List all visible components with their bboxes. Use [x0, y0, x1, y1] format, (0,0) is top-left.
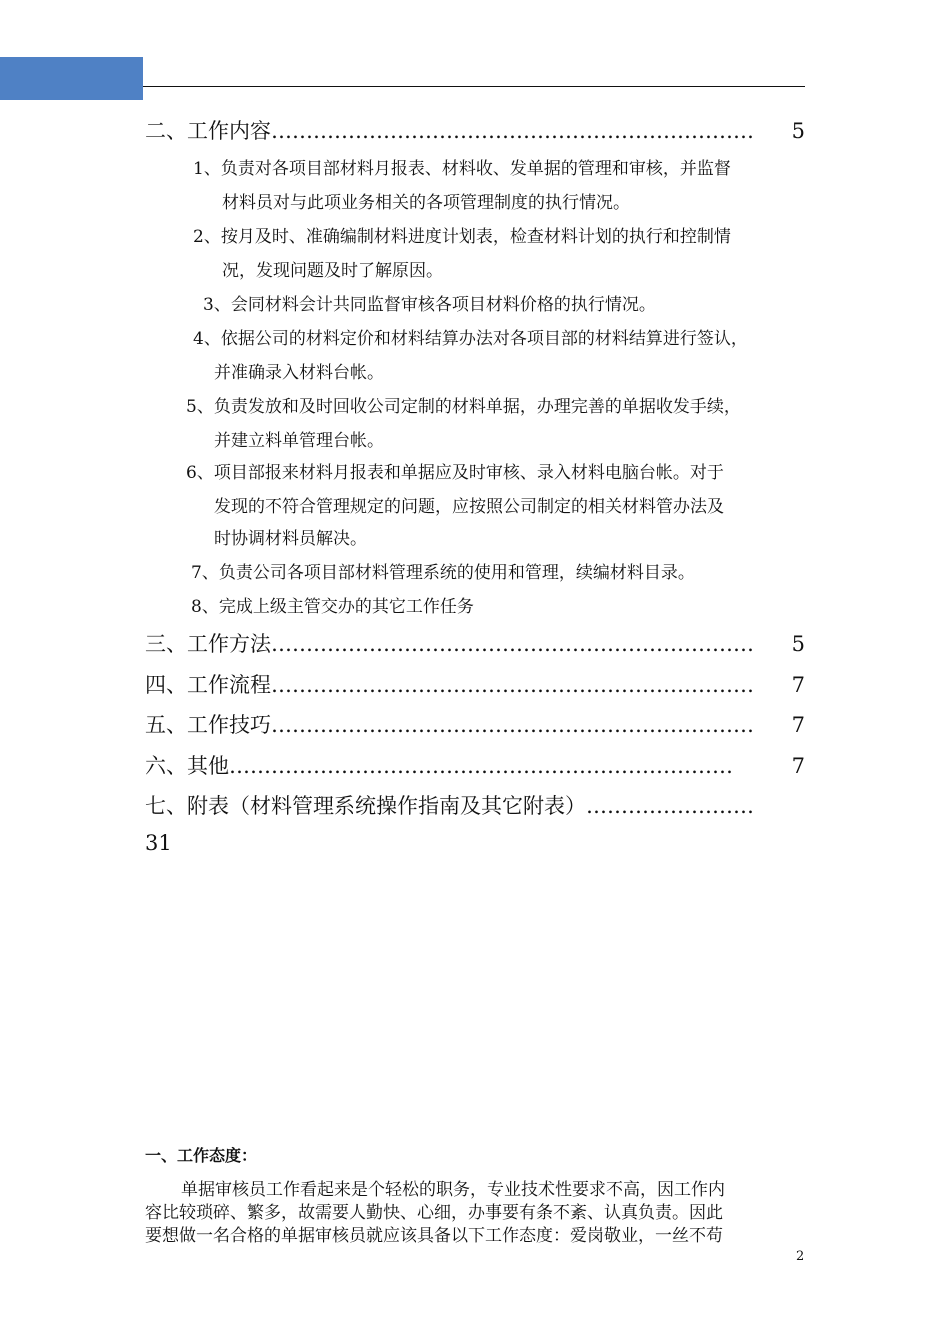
toc-page-number: 7	[791, 713, 805, 737]
toc-entry-title: 三、工作方法	[145, 632, 271, 656]
work-item-6-line2: 发现的不符合管理规定的问题，应按照公司制定的相关材料管办法及	[214, 497, 724, 517]
toc-entry-title: 六、其他	[145, 754, 229, 778]
toc-page-number: 5	[791, 632, 805, 656]
work-item-5-line2: 并建立料单管理台帐。	[214, 431, 384, 451]
toc-entry-title: 四、工作流程	[145, 673, 271, 697]
header-accent-block	[0, 57, 143, 100]
work-item-8-line1: 8、完成上级主管交办的其它工作任务	[191, 597, 474, 617]
toc-leader-dots: ……………………	[586, 794, 754, 818]
work-item-4-line2: 并准确录入材料台帐。	[214, 363, 384, 383]
work-item-5-line1: 5、负责发放和及时回收公司定制的材料单据，办理完善的单据收发手续，	[186, 397, 741, 417]
toc-leader-dots: ……………………………………………………………	[271, 673, 754, 697]
toc-entry-title: 二、工作内容	[145, 119, 271, 143]
toc-entry-appendix[interactable]	[145, 792, 805, 820]
toc-leader-dots: ……………………………………………………………	[271, 119, 754, 143]
toc-leader-dots: ………………………………………………………………	[229, 754, 733, 778]
work-item-2-line1: 2、按月及时、准确编制材料进度计划表，检查材料计划的执行和控制情	[193, 227, 731, 247]
toc-page-number: 7	[791, 754, 805, 778]
work-item-6-line3: 时协调材料员解决。	[214, 529, 367, 549]
work-item-6-line1: 6、项目部报来材料月报表和单据应及时审核、录入材料电脑台帐。对于	[186, 463, 724, 483]
section-heading: 一、工作态度：	[145, 1146, 258, 1165]
work-item-1-line1: 1、负责对各项目部材料月报表、材料收、发单据的管理和审核，并监督	[193, 159, 731, 179]
page-number: 2	[796, 1249, 805, 1264]
toc-entry-work-content[interactable]	[145, 117, 805, 145]
toc-page-number: 7	[791, 673, 805, 697]
body-paragraph-line: 单据审核员工作看起来是个轻松的职务，专业技术性要求不高，因工作内	[181, 1180, 725, 1200]
body-paragraph-line: 容比较琐碎、繁多，故需要人勤快、心细，办事要有条不紊、认真负责。因此	[145, 1203, 723, 1223]
toc-entry-title: 五、工作技巧	[145, 713, 271, 737]
body-paragraph-line: 要想做一名合格的单据审核员就应该具备以下工作态度：爱岗敬业，一丝不苟	[145, 1226, 723, 1246]
work-item-4-line1: 4、依据公司的材料定价和材料结算办法对各项目部的材料结算进行签认，	[193, 329, 748, 349]
toc-page-number: 31	[145, 831, 172, 855]
work-item-1-line2: 材料员对与此项业务相关的各项管理制度的执行情况。	[222, 193, 630, 213]
toc-page-number: 5	[791, 119, 805, 143]
toc-entry-title: 七、附表（材料管理系统操作指南及其它附表）	[145, 794, 586, 818]
toc-leader-dots: ……………………………………………………………	[271, 713, 754, 737]
work-item-3-line1: 3、会同材料会计共同监督审核各项目材料价格的执行情况。	[203, 295, 656, 315]
toc-leader-dots: ……………………………………………………………	[271, 632, 754, 656]
toc-entry-other[interactable]	[145, 752, 805, 780]
toc-entry-work-skills[interactable]	[145, 711, 805, 739]
header-rule	[143, 86, 805, 87]
toc-entry-work-method[interactable]	[145, 630, 805, 658]
toc-entry-work-process[interactable]	[145, 671, 805, 699]
work-item-2-line2: 况，发现问题及时了解原因。	[222, 261, 443, 281]
work-item-7-line1: 7、负责公司各项目部材料管理系统的使用和管理，续编材料目录。	[191, 563, 695, 583]
